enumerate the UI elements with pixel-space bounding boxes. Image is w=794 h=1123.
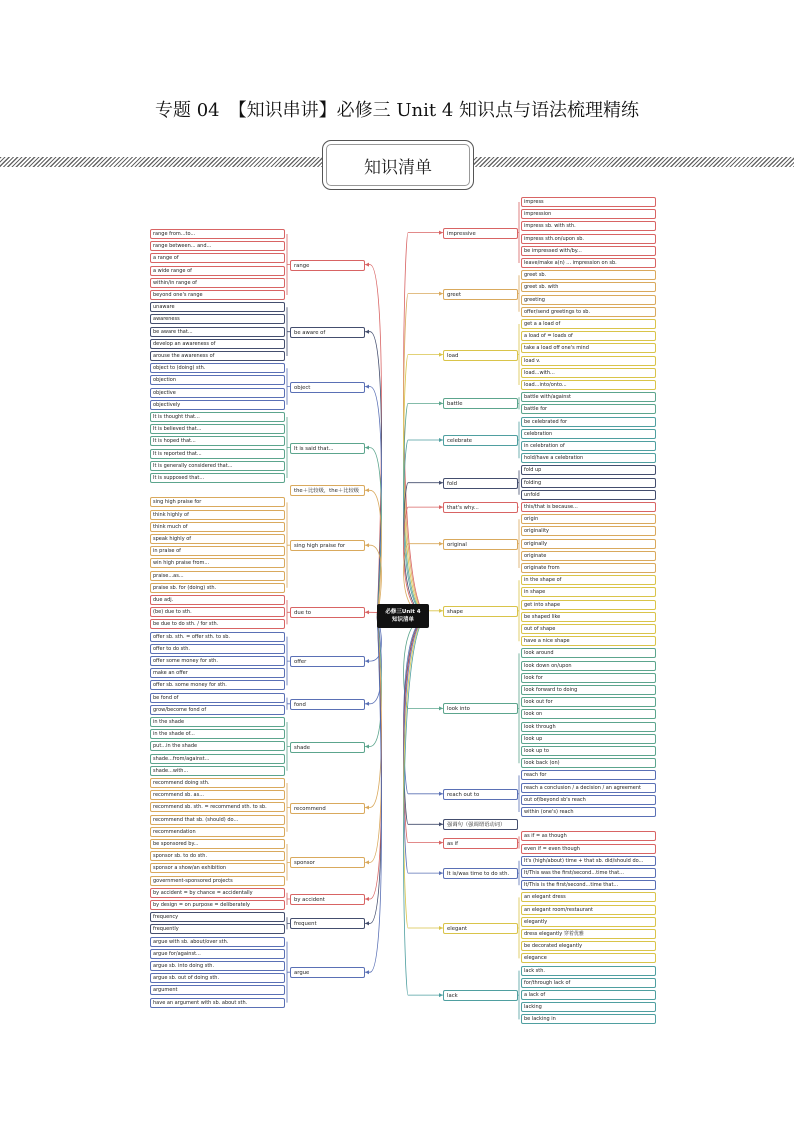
right-leaf: origin [521,514,656,524]
left-leaf: in praise of [150,546,285,556]
left-leaf: range from...to... [150,229,285,239]
left-leaf: offer sb. sth. = offer sth. to sb. [150,632,285,642]
right-leaf: even if = even though [521,844,656,854]
left-leaf: sponsor sb. to do sth. [150,851,285,861]
left-leaf: awareness [150,314,285,324]
left-leaf: unaware [150,302,285,312]
branch-arrow [365,488,369,492]
left-leaf: praise sb. for (doing) sth. [150,583,285,593]
leaf-bracket [518,397,519,409]
trunk-connector [365,265,381,616]
right-leaf: reach for [521,770,656,780]
left-leaf: recommend that sb. (should) do... [150,815,285,825]
right-branch-node: look into [443,703,518,714]
left-branch-node: It is said that... [290,443,365,454]
right-leaf: unfold [521,490,656,500]
right-leaf: be celebrated for [521,417,656,427]
left-branch-node: due to [290,607,365,618]
root-line-1: 必修三Unit 4 [385,609,421,615]
right-leaf: a load of = loads of [521,331,656,341]
branch-arrow [365,897,369,901]
left-leaf: offer some money for sth. [150,656,285,666]
page-title: 专题 04 【知识串讲】必修三 Unit 4 知识点与语法梳理精练 [155,100,639,121]
leaf-bracket [518,897,519,958]
left-leaf: recommendation [150,827,285,837]
section-label: 知识清单 [322,140,474,190]
left-leaf: recommend sb. sth. = recommend sth. to sb. [150,802,285,812]
right-leaf: battle with/against [521,392,656,402]
right-leaf: be decorated elegantly [521,941,656,951]
right-leaf: lacking [521,1002,656,1012]
left-leaf: frequently [150,924,285,934]
left-leaf: have an argument with sb. about sth. [150,998,285,1008]
right-leaf: elegance [521,953,656,963]
right-leaf: celebration [521,429,656,439]
right-leaf: impression [521,209,656,219]
leaf-bracket [518,275,519,312]
branch-arrow [365,745,369,749]
trunk-connector [404,616,443,794]
left-leaf: develop an awareness of [150,339,285,349]
right-leaf: It/This was the first/second...time that... [521,868,656,878]
right-leaf: look back (on) [521,758,656,768]
left-leaf: recommend doing sth. [150,778,285,788]
right-leaf: look forward to doing [521,685,656,695]
left-leaf: shade...with... [150,766,285,776]
right-leaf: reach a conclusion / a decision / an agreement [521,783,656,793]
right-leaf: fold up [521,465,656,475]
left-leaf: It is believed that... [150,424,285,434]
right-leaf: load...into/onto... [521,380,656,390]
left-leaf: shade...from/against... [150,754,285,764]
right-leaf: impress [521,197,656,207]
right-branch-node: shape [443,606,518,617]
right-leaf: folding [521,478,656,488]
right-leaf: look for [521,673,656,683]
leaf-bracket [518,653,519,763]
left-branch-node: offer [290,656,365,667]
left-branch-node: the＋比较级，the＋比较级 [290,485,365,496]
branch-arrow [365,702,369,706]
left-leaf: speak highly of [150,534,285,544]
left-leaf: sponsor a show/an exhibition [150,863,285,873]
branch-arrow [365,263,369,267]
right-leaf: impress sb. with sth. [521,221,656,231]
right-leaf: load...with... [521,368,656,378]
right-leaf: dress elegantly 穿着优雅 [521,929,656,939]
left-leaf: argue sb. into doing sth. [150,961,285,971]
right-branch-node: It is/was time to do sth. [443,868,518,879]
left-leaf: due adj. [150,595,285,605]
left-leaf: It is generally considered that... [150,461,285,471]
left-branch-node: be aware of [290,327,365,338]
left-leaf: offer to do sth. [150,644,285,654]
right-leaf: an elegant dress [521,892,656,902]
right-leaf: get a a load of [521,319,656,329]
leaf-bracket [518,519,519,568]
right-leaf: be impressed with/by... [521,246,656,256]
left-leaf: range between... and... [150,241,285,251]
right-branch-node: lack [443,990,518,1001]
left-leaf: be due to do sth. / for sth. [150,619,285,629]
leaf-bracket [518,861,519,885]
left-leaf: in the shade [150,717,285,727]
right-leaf: lack sth. [521,966,656,976]
left-leaf: objection [150,375,285,385]
right-leaf: be shaped like [521,612,656,622]
left-leaf: win high praise from... [150,558,285,568]
left-leaf: object to (doing) sth. [150,363,285,373]
left-leaf: It is supposed that... [150,473,285,483]
trunk-connector [404,440,443,616]
right-leaf: originate [521,551,656,561]
right-leaf: hold/have a celebration [521,453,656,463]
leaf-bracket [518,422,519,459]
right-leaf: have a nice shape [521,636,656,646]
right-leaf: take a load off one's mind [521,343,656,353]
branch-arrow [365,543,369,547]
right-leaf: an elegant room/restaurant [521,905,656,915]
trunk-connector [365,387,381,616]
left-leaf: be fond of [150,693,285,703]
left-leaf: objective [150,388,285,398]
branch-arrow [365,446,369,450]
right-leaf: look up [521,734,656,744]
left-leaf: make an offer [150,668,285,678]
left-leaf: government-sponsored projects [150,876,285,886]
left-leaf: in the shade of... [150,729,285,739]
leaf-bracket [518,202,519,263]
left-leaf: sing high praise for [150,497,285,507]
right-leaf: greet sb. [521,270,656,280]
branch-arrow [365,385,369,389]
left-branch-node: argue [290,967,365,978]
trunk-connector [404,616,443,843]
left-leaf: recommend sb. as... [150,790,285,800]
right-leaf: look up to [521,746,656,756]
left-branch-node: shade [290,742,365,753]
branch-arrow [365,330,369,334]
right-leaf: originality [521,526,656,536]
trunk-connector [365,332,381,616]
left-leaf: frequency [150,912,285,922]
branch-arrow [365,921,369,925]
right-leaf: within (one's) reach [521,807,656,817]
right-leaf: look out for [521,697,656,707]
right-leaf: get into shape [521,600,656,610]
left-leaf: by design = on purpose = deliberately [150,900,285,910]
branch-arrow [365,659,369,663]
right-leaf: originally [521,539,656,549]
left-branch-node: object [290,382,365,393]
right-leaf: originate from [521,563,656,573]
leaf-bracket [518,470,519,494]
right-leaf: look on [521,709,656,719]
right-leaf: elegantly [521,917,656,927]
right-branch-node: battle [443,398,518,409]
mind-map-root [377,604,429,628]
left-branch-node: sing high praise for [290,540,365,551]
right-leaf: be lacking in [521,1014,656,1024]
left-branch-node: frequent [290,918,365,929]
left-leaf: think much of [150,522,285,532]
right-leaf: look through [521,722,656,732]
right-leaf: out of shape [521,624,656,634]
leaf-bracket [518,971,519,1020]
left-branch-node: fond [290,699,365,710]
left-leaf: praise...as... [150,571,285,581]
right-branch-node: elegant [443,923,518,934]
right-branch-node: as if [443,838,518,849]
left-leaf: argue sb. out of doing sth. [150,973,285,983]
left-leaf: offer sb. some money for sth. [150,680,285,690]
right-branch-node: fold [443,478,518,489]
right-branch-node: 强调句（强调谓语动词） [443,819,518,830]
right-leaf: in celebration of [521,441,656,451]
left-branch-node: recommend [290,803,365,814]
left-leaf: argue for/against... [150,949,285,959]
left-leaf: (be) due to sth. [150,607,285,617]
left-leaf: think highly of [150,510,285,520]
left-leaf: It is hoped that... [150,436,285,446]
right-leaf: It's (high/about) time + that sb. did/should do... [521,856,656,866]
right-leaf: in the shape of [521,575,656,585]
left-branch-node: range [290,260,365,271]
right-branch-node: that's why... [443,502,518,513]
right-leaf: this/that is because... [521,502,656,512]
root-line-2: 知识清单 [391,617,414,623]
right-branch-node: greet [443,289,518,300]
right-leaf: battle for [521,404,656,414]
right-branch-node: original [443,539,518,550]
left-leaf: be aware that... [150,327,285,337]
left-leaf: a wide range of [150,266,285,276]
left-leaf: a range of [150,253,285,263]
leaf-bracket [518,836,519,848]
right-leaf: greet sb. with [521,282,656,292]
right-leaf: greeting [521,295,656,305]
right-leaf: impress sth.on/upon sb. [521,234,656,244]
trunk-connector [365,448,381,616]
trunk-connector [365,616,381,972]
left-leaf: beyond one's range [150,290,285,300]
left-leaf: put...in the shade [150,741,285,751]
branch-arrow [365,860,369,864]
left-leaf: grow/become fond of [150,705,285,715]
right-leaf: It/This is the first/second...time that... [521,880,656,890]
leaf-bracket [518,580,519,641]
right-leaf: offer/send greetings to sb. [521,307,656,317]
right-leaf: out of/beyond sb's reach [521,795,656,805]
right-leaf: for/through lack of [521,978,656,988]
branch-arrow [365,970,369,974]
right-leaf: load v. [521,356,656,366]
left-leaf: It is thought that... [150,412,285,422]
left-leaf: argue with sb. about/over sth. [150,937,285,947]
left-leaf: It is reported that... [150,449,285,459]
left-leaf: by accident = by chance = accidentally [150,888,285,898]
leaf-bracket [518,775,519,812]
right-leaf: a lack of [521,990,656,1000]
right-leaf: look down on/upon [521,661,656,671]
right-branch-node: load [443,350,518,361]
left-leaf: argument [150,985,285,995]
right-leaf: leave/make a(n) ... impression on sb. [521,258,656,268]
right-branch-node: celebrate [443,435,518,446]
left-leaf: within/in range of [150,278,285,288]
branch-arrow [365,610,369,614]
right-branch-node: impressive [443,228,518,239]
right-leaf: as if = as though [521,831,656,841]
left-leaf: objectively [150,400,285,410]
left-leaf: arouse the awareness of [150,351,285,361]
right-leaf: in shape [521,587,656,597]
right-leaf: look around [521,648,656,658]
leaf-bracket [518,324,519,385]
left-branch-node: sponsor [290,857,365,868]
left-leaf: be sponsored by... [150,839,285,849]
right-branch-node: reach out to [443,789,518,800]
left-branch-node: by accident [290,894,365,905]
branch-arrow [365,806,369,810]
